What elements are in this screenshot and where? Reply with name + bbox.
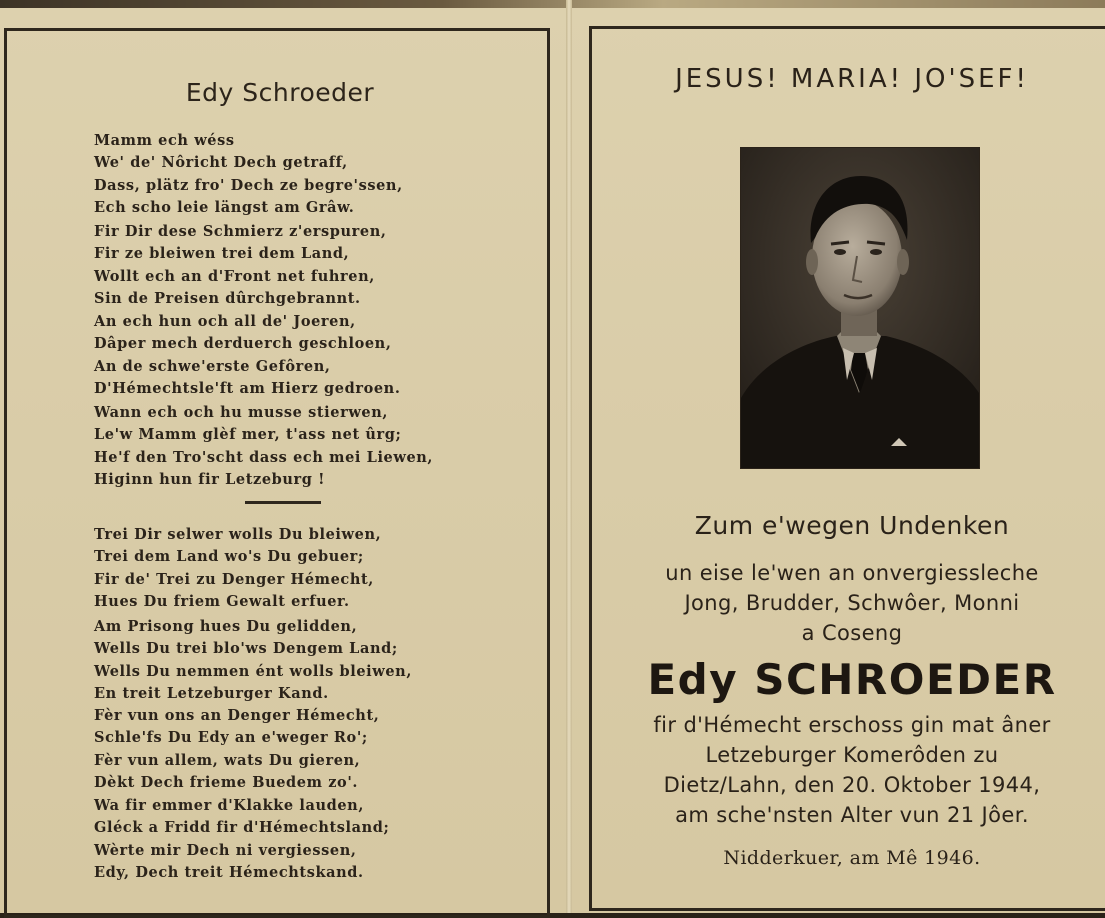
memorial-panel: [589, 26, 1105, 911]
place-and-date: Nidderkuer, am Mê 1946.: [723, 847, 981, 869]
poem-line: Wèrte mir Dech ni vergiessen,: [94, 841, 357, 859]
poem-line: Wann ech och hu musse stierwen,: [94, 404, 389, 421]
poem-line: An de schwe'erste Gefôren,: [94, 357, 331, 375]
poem-line: Am Prisong hues Du gelidden,: [94, 618, 358, 635]
deceased-name: Edy SCHROEDER: [647, 655, 1057, 704]
poem-line: Dass, plätz fro' Dech ze begre'ssen,: [94, 176, 403, 194]
memorial-line: Jong, Brudder, Schwôer, Monni: [684, 591, 1020, 615]
poem-line: Ech scho leie längst am Grâw.: [94, 198, 355, 216]
poem-line: Wells Du nemmen ént wolls bleiwen,: [94, 662, 412, 680]
poem-line: Wollt ech an d'Front net fuhren,: [94, 267, 375, 285]
poem-divider: [245, 501, 321, 504]
memorial-line: am sche'nsten Alter vun 21 Jôer.: [675, 803, 1029, 827]
poem-panel: [4, 28, 550, 918]
poem-stanza: [94, 616, 412, 705]
poem-line: Wa fir emmer d'Klakke lauden,: [94, 797, 364, 814]
poem-stanza: [94, 402, 433, 491]
poem-line: Trei Dir selwer wolls Du bleiwen,: [94, 526, 382, 543]
memorial-line: un eise le'wen an onvergiessleche: [665, 561, 1039, 585]
poem-line: Hues Du friem Gewalt erfuer.: [94, 592, 350, 610]
poem-line: Dèkt Dech frieme Buedem zo'.: [94, 773, 359, 791]
poem-line: We' de' Nôricht Dech getraff,: [94, 154, 348, 172]
poem-line: Fir ze bleiwen trei dem Land,: [94, 245, 350, 263]
poem-line: D'Hémechtsle'ft am Hierz gedroen.: [94, 379, 401, 397]
poem-line: Fèr vun ons an Denger Hémecht,: [94, 707, 380, 724]
poem-stanza: [94, 705, 379, 794]
memorial-line: a Coseng: [801, 621, 903, 645]
portrait-illustration: [741, 148, 979, 468]
poem-line: Le'w Mamm glèf mer, t'ass net ûrg;: [94, 426, 402, 444]
poem-line: Sin de Preisen dûrchgebrannt.: [94, 289, 361, 307]
poem-stanza: [94, 130, 403, 219]
poem-line: Dâper mech derduerch geschloen,: [94, 335, 392, 353]
poem-title: Edy Schroeder: [185, 78, 375, 107]
poem-line: Schle'fs Du Edy an e'weger Ro';: [94, 729, 368, 747]
poem-line: He'f den Tro'scht dass ech mei Liewen,: [94, 448, 434, 466]
poem-line: Edy, Dech treit Hémechtskand.: [94, 863, 364, 881]
memorial-line: Dietz/Lahn, den 20. Oktober 1944,: [663, 773, 1041, 797]
card-fold: [566, 0, 572, 913]
poem-line: Trei dem Land wo's Du gebuer;: [94, 548, 364, 566]
poem-line: Wells Du trei blo'ws Dengem Land;: [94, 640, 398, 658]
poem-line: Fir de' Trei zu Denger Hémecht,: [94, 570, 374, 588]
poem-line: Mamm ech wéss: [94, 132, 235, 149]
poem-stanza: [94, 311, 400, 400]
poem-line: An ech hun och all de' Joeren,: [94, 313, 356, 330]
memorial-line: fir d'Hémecht erschoss gin mat âner: [653, 713, 1051, 737]
top-edge-background: [0, 0, 1105, 8]
poem-stanza: [94, 524, 381, 613]
portrait-photo: [740, 147, 980, 469]
poem-line: Fir Dir dese Schmierz z'erspuren,: [94, 223, 387, 240]
memorial-heading: Zum e'wegen Undenken: [694, 511, 1010, 540]
poem-line: Fèr vun allem, wats Du gieren,: [94, 751, 361, 769]
poem-line: Higinn hun fir Letzeburg !: [94, 470, 326, 488]
memorial-line: Letzeburger Komerôden zu: [705, 743, 999, 767]
poem-line: En treit Letzeburger Kand.: [94, 684, 329, 702]
poem-stanza: [94, 221, 387, 310]
poem-line: Gléck a Fridd fir d'Hémechtsland;: [94, 819, 390, 837]
invocation-heading: JESUS! MARIA! JO'SEF!: [675, 64, 1029, 94]
poem-stanza: [94, 795, 389, 884]
